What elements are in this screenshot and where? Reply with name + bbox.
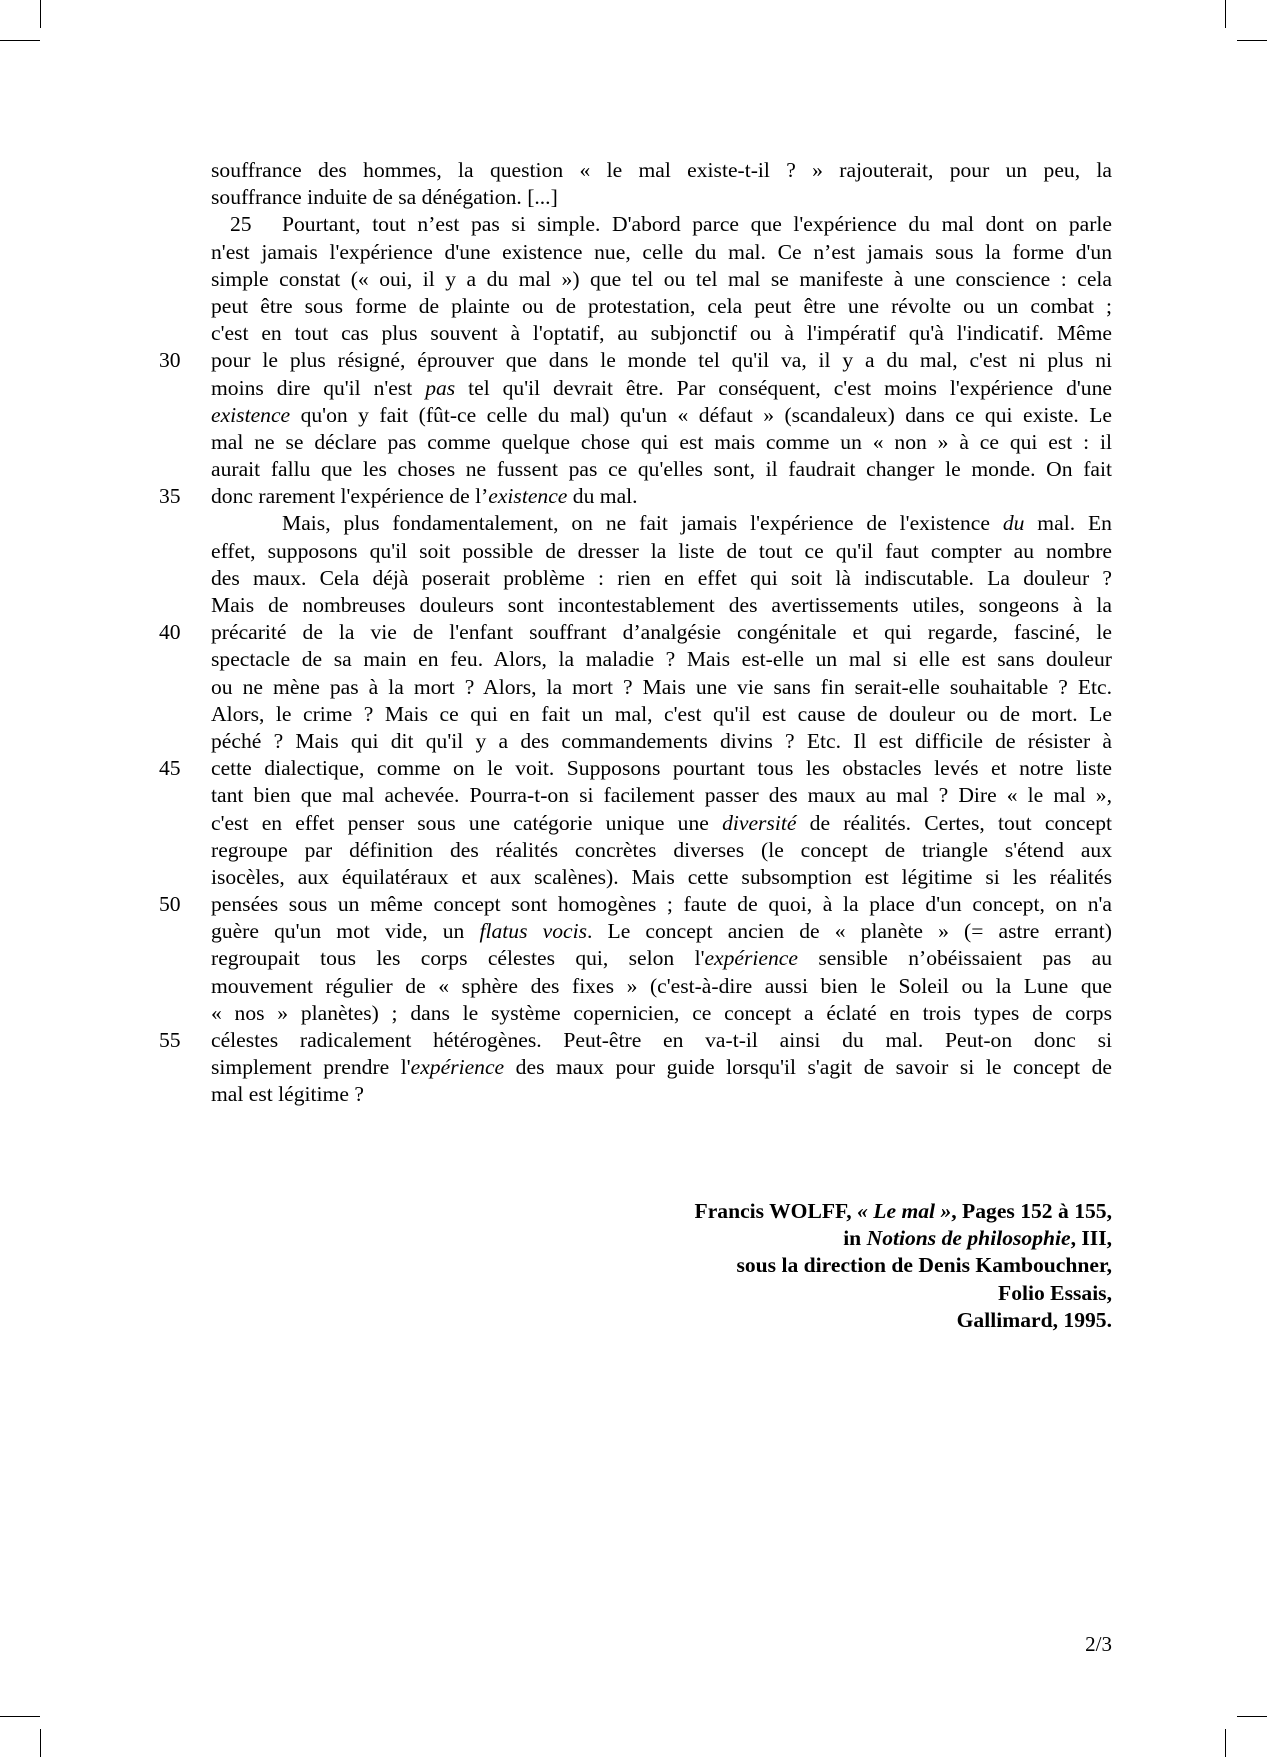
italic-text: existence [488,484,568,509]
text-line [211,239,1112,266]
line-number: 25 [230,212,252,237]
line-number: 35 [159,484,181,509]
text-run: mal. En [1024,511,1112,536]
text-run: aurait fallu que les choses ne fussent pas ce qu'elles sont, il faudrait changer le monde. On fait [211,457,1112,482]
crop-mark-bottom-right [1225,1729,1226,1757]
text-line [211,211,1112,238]
text-line [211,864,1112,891]
body-text [159,157,1113,1109]
text-run: isocèles, aux équilatéraux et aux scalènes). Mais cette subsomption est légitime si les réalités [211,864,1112,889]
text-line [211,565,1112,592]
crop-mark-bottom-left [40,1729,41,1757]
paragraph [159,510,1113,1108]
italic-text: flatus vocis [479,919,587,944]
text-line [211,1081,1112,1108]
text-line [211,918,1112,945]
text-line [211,945,1112,972]
text-run: c'est en tout cas plus souvent à l'optatif, au subjonctif ou à l'impératif qu'à l'indicatif. Même [211,321,1112,346]
citation-line [695,1252,1113,1279]
italic-text: du [1002,511,1025,536]
citation-line [695,1225,1113,1252]
text-run: regroupait tous les corps célestes qui, selon l' [211,946,705,971]
text-run: souffrance induite de sa dénégation. [...] [211,185,558,210]
text-line [211,782,1112,809]
text-line [211,810,1112,837]
text-run: spectacle de sa main en feu. Alors, la maladie ? Mais est-elle un mal si elle est sans douleur [211,647,1112,672]
line-number: 55 [159,1028,181,1052]
text-run: . Le concept ancien de « planète » (= astre errant) [586,919,1112,944]
text-run: « nos » planètes) ; dans le système copernicien, ce concept a éclaté en trois types de corps [211,1000,1112,1025]
italic-text: existence [211,402,291,427]
text-run: peut être sous forme de plainte ou de protestation, cela peut être une révolte ou un combat ; [211,293,1112,318]
citation-line [695,1198,1113,1225]
citation-line [695,1280,1113,1307]
text-run: regroupe par définition des réalités concrètes diverses (le concept de triangle s'étend aux [211,837,1112,862]
italic-text: expérience [704,946,798,971]
citation-block [695,1198,1113,1334]
crop-mark-bottom-left-h [0,1716,40,1717]
text-line [211,184,1112,211]
text-run: , Pages 152 à 155, [951,1199,1112,1223]
line-number: 30 [159,348,181,373]
text-run: simplement prendre l' [211,1055,411,1080]
text-run: c'est en effet penser sous une catégorie unique une [211,810,723,835]
text-run: des maux pour guide lorsqu'il s'agit de savoir si le concept de [504,1055,1112,1080]
crop-mark-top-left-h [0,40,40,41]
text-line [211,266,1112,293]
text-line [211,538,1112,565]
text-run: n'est jamais l'expérience d'une existence nue, celle du mal. Ce n’est jamais sous la forme d'un [211,239,1112,264]
paragraph [159,211,1112,510]
text-line [211,1000,1112,1027]
text-run: mal est légitime ? [211,1082,364,1107]
text-line [211,973,1112,1000]
text-line [211,456,1112,483]
text-run: Alors, le crime ? Mais ce qui en fait un mal, c'est qu'il est cause de douleur ou de mort. Le [211,701,1112,726]
text-run: tant bien que mal achevée. Pourra-t-on si facilement passer des maux au mal ? Dire « le mal », [211,783,1112,808]
text-run: souffrance des hommes, la question « le mal existe-t-il ? » rajouterait, pour un peu, la [211,158,1112,182]
text-line [211,320,1112,347]
crop-mark-top-left [40,0,41,28]
text-line [159,891,1112,918]
text-line [159,483,1112,510]
italic-text: diversité [722,810,797,835]
text-line [211,728,1112,755]
text-run: célestes radicalement hétérogènes. Peut-être en va-t-il ainsi du mal. Peut-on donc si [211,1028,1112,1052]
text-line [211,293,1112,320]
text-line [211,592,1112,619]
text-run: Folio Essais, [998,1280,1112,1305]
text-run: , III, [1070,1226,1112,1251]
paragraph [211,157,1112,211]
text-run: mouvement régulier de « sphère des fixes » (c'est-à-dire aussi bien le Soleil ou la Lune que [211,973,1112,998]
text-line [211,1054,1112,1081]
crop-mark-bottom-right-h [1237,1716,1267,1717]
text-run: des maux. Cela déjà poserait problème : rien en effet qui soit là indiscutable. La douleur ? [211,565,1112,590]
crop-mark-top-right-h [1237,40,1267,41]
text-line [211,701,1112,728]
text-run: Gallimard, 1995. [956,1307,1112,1332]
text-run: ou ne mène pas à la mort ? Alors, la mort ? Mais une vie sans fin serait-elle souhaitable ? Etc. [211,674,1112,699]
italic-text: Notions de philosophie [866,1226,1071,1251]
crop-mark-top-right [1225,0,1226,28]
text-run: Mais, plus fondamentalement, on ne fait jamais l'expérience de l'existence [282,511,1003,536]
text-line [159,1027,1112,1054]
text-run: guère qu'un mot vide, un [211,919,480,944]
text-run: moins dire qu'il n'est [211,375,426,400]
page-number: 2/3 [1085,1632,1112,1656]
text-run: qu'on y fait (fût-ce celle du mal) qu'un « défaut » (scandaleux) dans ce qui existe. Le [290,402,1112,427]
text-run: de réalités. Certes, tout concept [796,810,1112,835]
text-run: Pourtant, tout n’est pas si simple. D'abord parce que l'expérience du mal dont on parle [282,212,1112,237]
text-run: cette dialectique, comme on le voit. Supposons pourtant tous les obstacles levés et notre liste [211,756,1112,781]
italic-text: pas [425,375,456,400]
text-line [159,347,1112,374]
text-run: tel qu'il devrait être. Par conséquent, c'est moins l'expérience d'une [455,375,1112,400]
text-run: sensible n’obéissaient pas au [797,946,1113,971]
text-line [211,837,1112,864]
text-run: sous la direction de Denis Kambouchner, [736,1253,1112,1278]
line-number: 40 [159,620,181,645]
text-run: pour le plus résigné, éprouver que dans le monde tel qu'il va, il y a du mal, c'est ni plus ni [211,348,1112,373]
text-line [211,375,1112,402]
line-number: 50 [159,892,181,917]
text-run: simple constat (« oui, il y a du mal ») que tel ou tel mal se manifeste à une conscience : cela [211,266,1112,291]
text-run: donc rarement l'expérience de l’ [211,484,489,509]
text-run: du mal. [567,484,638,509]
italic-text: expérience [410,1055,505,1080]
citation-line [695,1307,1113,1334]
text-line [159,755,1112,782]
text-run: effet, supposons qu'il soit possible de dresser la liste de tout ce qu'il faut compter au nombre [211,538,1112,563]
line-number: 45 [159,756,181,781]
text-run: péché ? Mais qui dit qu'il y a des commandements divins ? Etc. Il est difficile de résister à [211,728,1112,753]
text-line [211,157,1112,184]
text-run: Mais de nombreuses douleurs sont incontestablement des avertissements utiles, songeons à la [211,593,1112,617]
text-line [211,402,1112,429]
text-run: mal ne se déclare pas comme quelque chose qui est mais comme un « non » à ce qui est : il [211,429,1112,454]
text-line [211,674,1112,701]
italic-text: « Le mal » [857,1199,952,1223]
text-line [211,429,1112,456]
text-run: pensées sous un même concept sont homogènes ; faute de quoi, à la place d'un concept, on n'a [211,892,1112,917]
text-run: Francis WOLFF, [694,1199,858,1223]
text-line [159,619,1112,646]
text-line [211,646,1112,673]
text-line [211,510,1112,537]
text-run: in [843,1226,867,1251]
text-run: précarité de la vie de l'enfant souffrant d’analgésie congénitale et qui regarde, fasciné, le [211,620,1112,645]
